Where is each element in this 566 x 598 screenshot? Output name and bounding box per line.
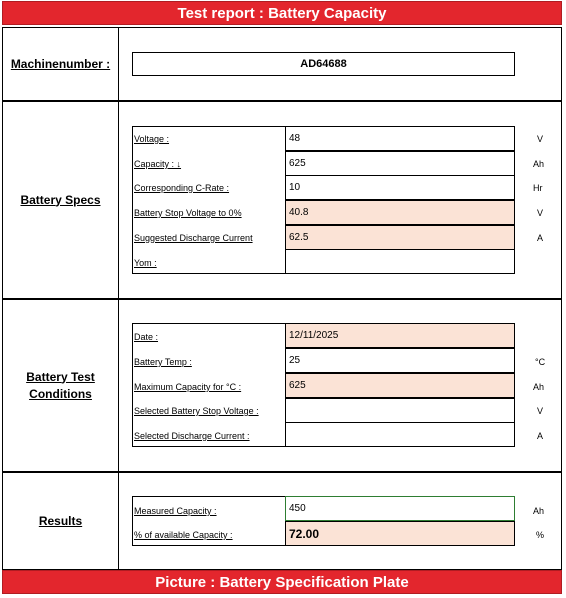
spec-capacity-field[interactable]	[285, 151, 515, 176]
result-available-capacity-value: 72.00	[289, 526, 320, 541]
battery-specs-label-cell	[3, 102, 119, 298]
spec-c-rate-field[interactable]	[285, 175, 515, 200]
cond-label-discharge-current: Selected Discharge Current :	[134, 431, 250, 441]
cond-max-capacity-field[interactable]	[285, 373, 515, 398]
spec-unit-capacity: Ah	[533, 159, 545, 169]
spec-yom-field[interactable]	[285, 249, 515, 274]
machine-number-value: AD64688	[300, 58, 347, 70]
cond-unit-temp: °C	[535, 357, 546, 367]
result-label-measured-capacity: Measured Capacity :	[134, 506, 217, 516]
test-conditions-label	[26, 369, 94, 403]
report-title-bar	[2, 1, 562, 25]
test-conditions-label-cell	[3, 300, 119, 471]
spec-label-stop-voltage: Battery Stop Voltage to 0%	[134, 208, 242, 218]
spec-unit-c-rate: Hr	[533, 183, 543, 193]
machine-label: Machinenumber :	[10, 56, 111, 71]
cond-max-capacity-value: 625	[289, 380, 306, 391]
cond-label-temp: Battery Temp :	[134, 357, 192, 367]
results-label-cell	[3, 473, 119, 569]
cond-stop-voltage-field[interactable]	[285, 398, 515, 423]
cond-temp-field[interactable]	[285, 348, 515, 373]
cond-label-date: Date :	[134, 332, 159, 342]
spec-unit-discharge-current: A	[537, 233, 544, 243]
result-label-available-capacity: % of available Capacity :	[134, 530, 233, 540]
spec-discharge-current-field[interactable]	[285, 225, 515, 250]
cond-discharge-current-field[interactable]	[285, 422, 515, 447]
machine-number-field[interactable]	[132, 52, 515, 76]
spec-capacity-value: 625	[289, 158, 306, 169]
spec-unit-voltage: V	[537, 134, 544, 144]
test-conditions-label-line2: Conditions	[29, 386, 92, 401]
spec-voltage-value: 48	[289, 133, 301, 144]
cond-date-field[interactable]	[285, 323, 515, 348]
picture-title: Picture : Battery Specification Plate	[155, 573, 409, 591]
result-unit-measured-capacity: Ah	[533, 506, 545, 516]
result-available-capacity-field[interactable]	[285, 521, 515, 546]
spec-stop-voltage-field[interactable]	[285, 200, 515, 225]
spec-voltage-field[interactable]	[285, 126, 515, 151]
results-label: Results	[38, 513, 83, 528]
cond-unit-discharge-current: A	[537, 431, 544, 441]
spec-label-discharge-current: Suggested Discharge Current	[134, 233, 253, 243]
picture-title-bar	[2, 570, 562, 594]
battery-specs-label: Battery Specs	[20, 192, 101, 207]
spec-label-capacity: Capacity : ↓	[134, 159, 182, 169]
cond-unit-stop-voltage: V	[537, 406, 544, 416]
spec-label-c-rate: Corresponding C-Rate :	[134, 183, 230, 193]
cond-unit-max-capacity: Ah	[533, 382, 545, 392]
test-conditions-label-line1: Battery Test	[26, 369, 95, 384]
spec-discharge-current-value: 62.5	[289, 232, 309, 243]
result-unit-available-capacity: %	[536, 530, 545, 540]
result-measured-capacity-value: 450	[289, 503, 306, 514]
machine-label-cell	[3, 28, 119, 100]
spec-unit-stop-voltage: V	[537, 208, 544, 218]
cond-date-value: 12/11/2025	[289, 330, 339, 341]
cond-temp-value: 25	[289, 355, 301, 366]
spec-label-voltage: Voltage :	[134, 134, 170, 144]
cond-label-stop-voltage: Selected Battery Stop Voltage :	[134, 406, 259, 416]
report-title: Test report : Battery Capacity	[177, 4, 387, 22]
spec-stop-voltage-value: 40.8	[289, 207, 309, 218]
cond-label-max-capacity: Maximum Capacity for °C :	[134, 382, 242, 392]
spec-c-rate-value: 10	[289, 182, 301, 193]
spec-label-yom: Yom :	[134, 258, 157, 268]
result-measured-capacity-field[interactable]	[285, 496, 515, 521]
